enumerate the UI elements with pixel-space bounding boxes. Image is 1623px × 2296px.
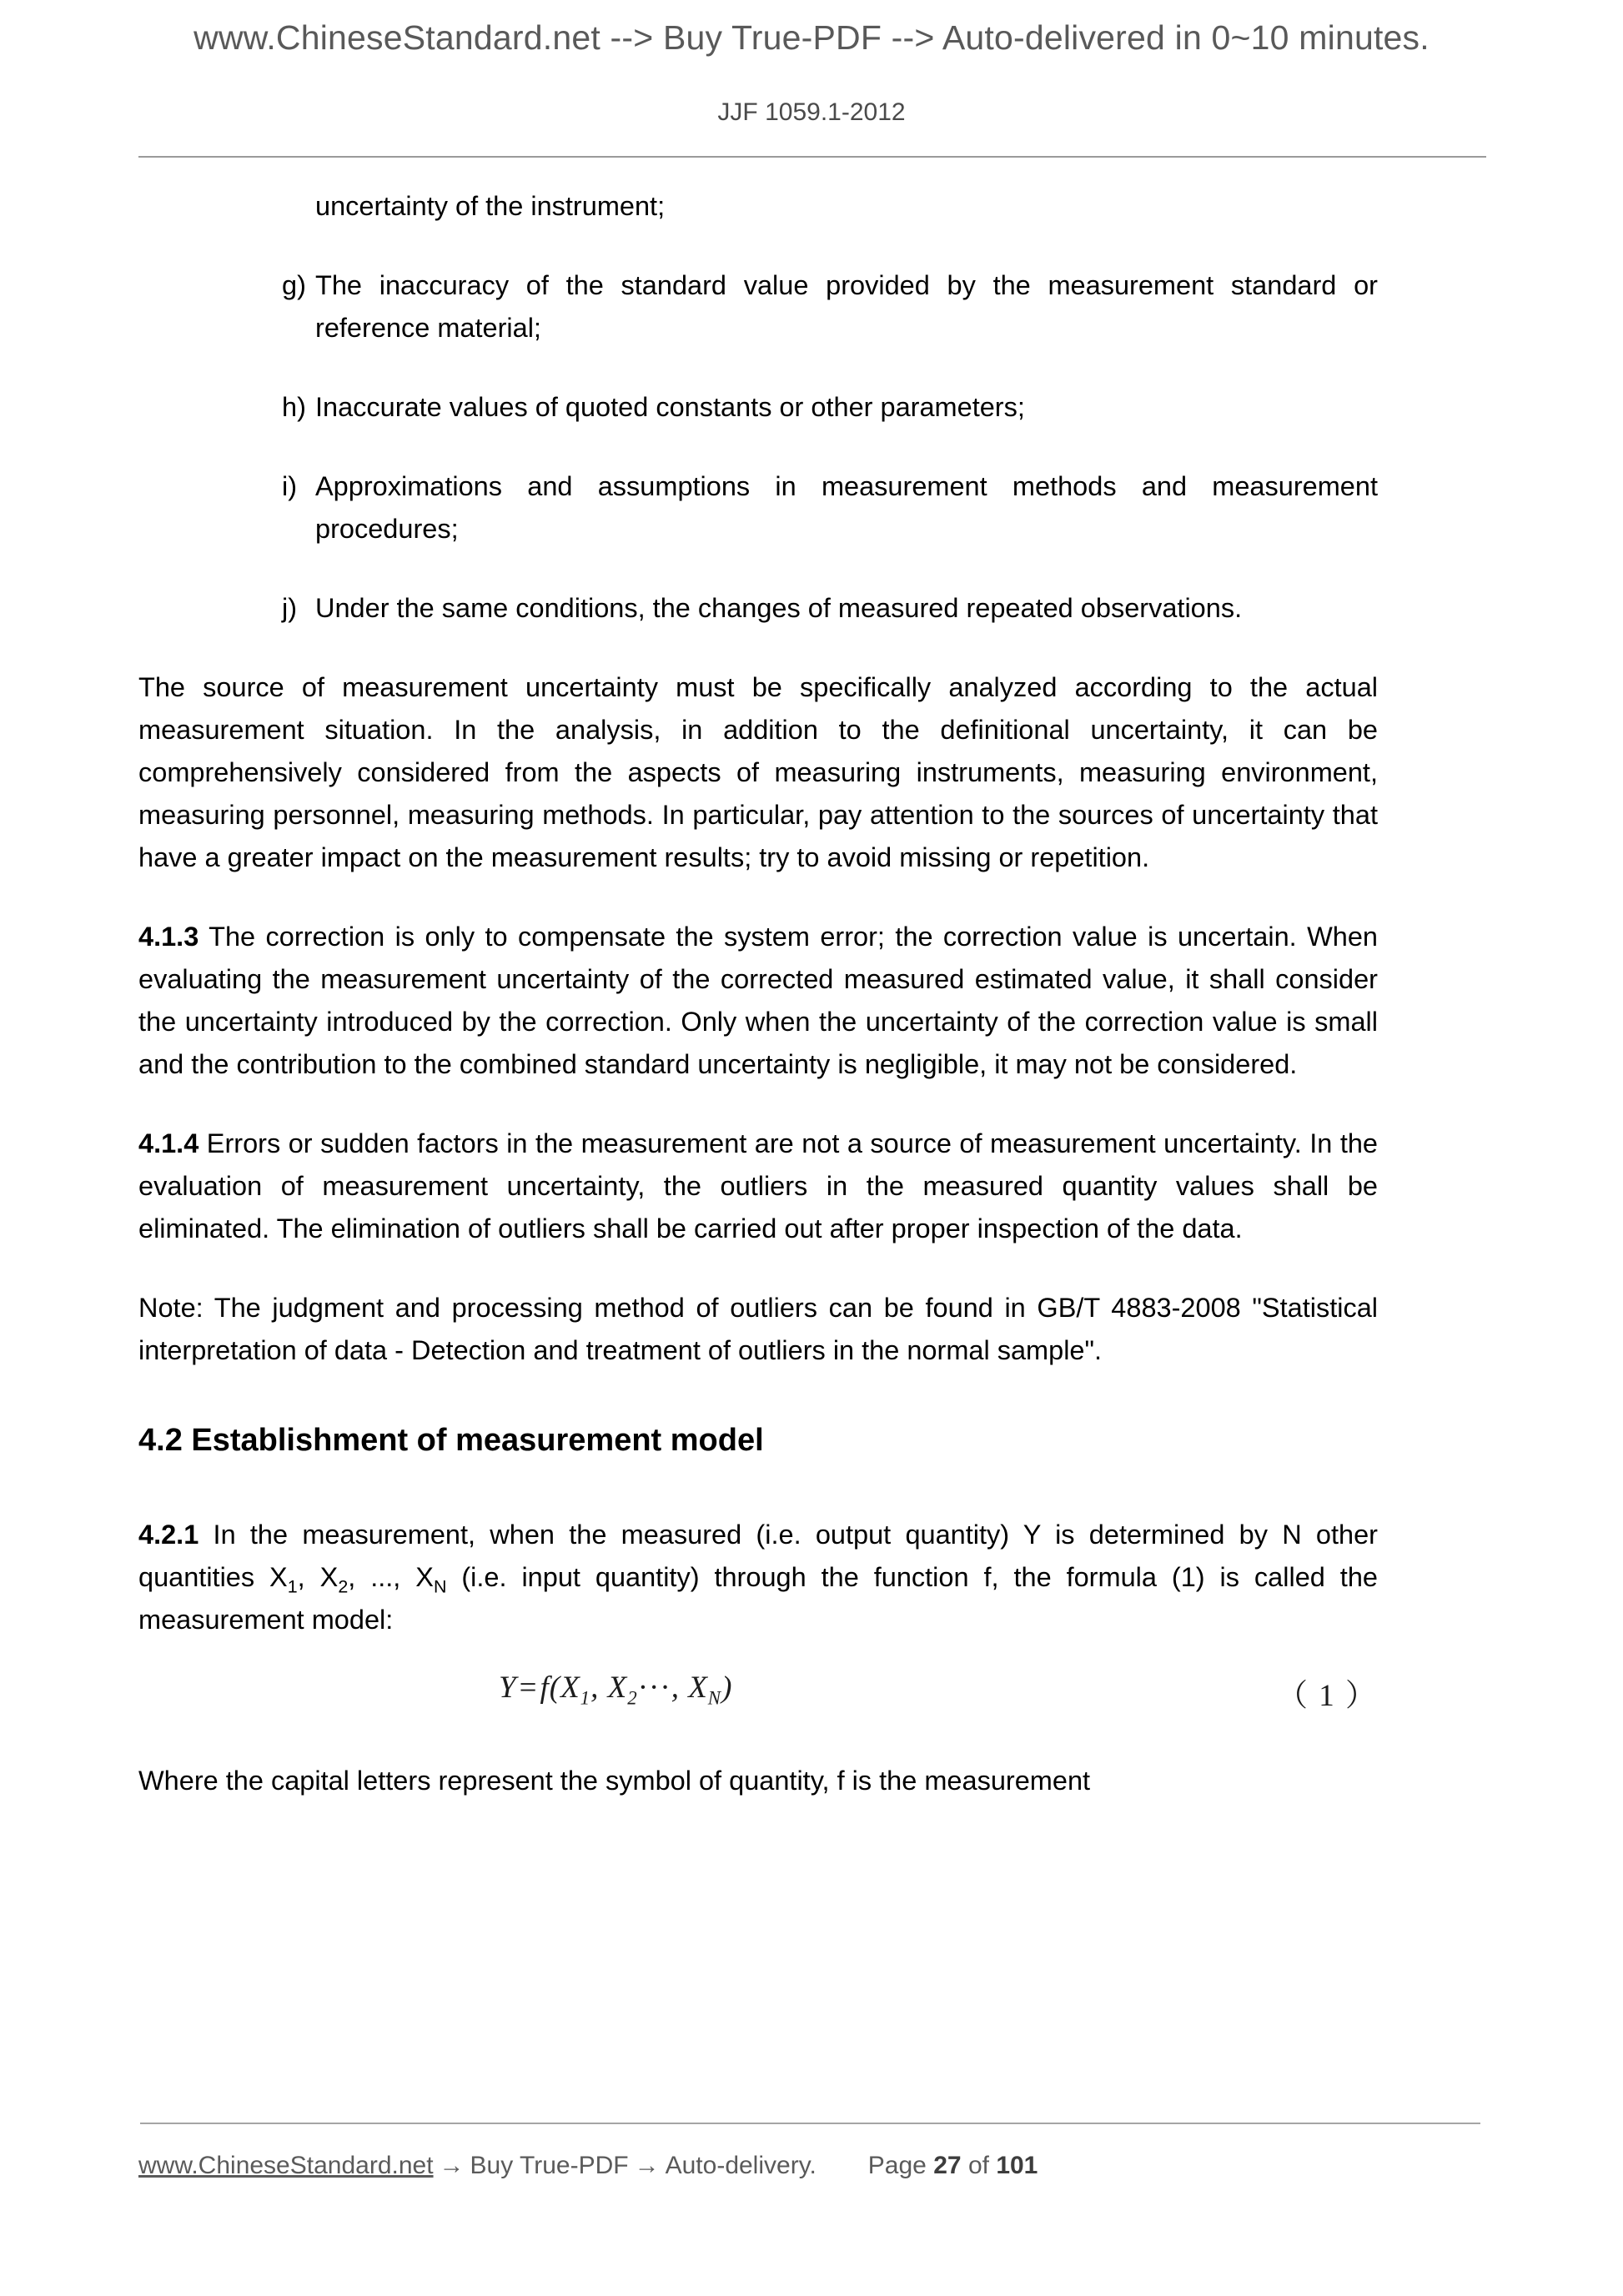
- list-item: [138, 465, 1378, 550]
- footer-delivery-label: Auto-delivery.: [665, 2152, 817, 2179]
- formula-close-paren: ): [721, 1671, 733, 1705]
- heading-block: [138, 1419, 1378, 1462]
- formula-var-n: X: [688, 1671, 708, 1705]
- measurement-model-formula: [499, 1670, 733, 1709]
- footer-divider: [140, 2123, 1480, 2124]
- section-text-4-2-1-c: , ..., X: [348, 1562, 434, 1592]
- formula-row: [138, 1663, 1378, 1740]
- formula-ellipsis: ···: [637, 1671, 671, 1705]
- footer-buy-label: Buy True-PDF: [470, 2152, 629, 2179]
- list-text-h: Inaccurate values of quoted constants or other parameters;: [315, 392, 1025, 422]
- paragraph-where: Where the capital letters represent the symbol of quantity, f is the measurement: [138, 1766, 1091, 1796]
- formula-function: f: [540, 1671, 550, 1705]
- arrow-right-icon: →: [634, 2152, 660, 2179]
- page-footer: [138, 2152, 1486, 2180]
- list-marker-i: i): [282, 471, 298, 501]
- list-marker-h: h): [282, 392, 306, 422]
- formula-var-1-sub: 1: [580, 1687, 591, 1709]
- subscript-1: 1: [287, 1576, 298, 1597]
- list-marker-g: g): [282, 270, 306, 300]
- footer-site-link[interactable]: www.ChineseStandard.net: [138, 2152, 434, 2179]
- list-item: [138, 386, 1378, 429]
- footer-page-label: Page: [867, 2152, 927, 2179]
- formula-equals: =: [519, 1671, 538, 1705]
- paragraph-4-1-4: [138, 1123, 1378, 1250]
- section-number-4-2-1: 4.2.1: [138, 1520, 199, 1550]
- page-heading-4-2: 4.2 Establishment of measurement model: [138, 1423, 764, 1458]
- subscript-n: N: [433, 1576, 447, 1597]
- list-text-j: Under the same conditions, the changes of measured repeated observations.: [315, 593, 1243, 623]
- formula-open-paren: (: [549, 1671, 561, 1705]
- section-text-4-1-4: Errors or sudden factors in the measurement are not a source of measurement uncertainty. In the evaluation of measurement uncertainty, the outliers in the measured quantity values shall be eliminated. The elimination of outliers shall be carried out after proper inspection of the data.: [138, 1128, 1378, 1243]
- subscript-2: 2: [338, 1576, 349, 1597]
- formula-var-2-sub: 2: [627, 1687, 638, 1709]
- section-text-4-1-3: The correction is only to compensate the system error; the correction value is uncertain. When evaluating the measurement uncertainty of the corrected measured estimated value, it shall consider the uncertainty introduced by the correction. Only when the uncertainty of the correction value is small and the contribution to the combined standard uncertainty is negligible, it may not be considered.: [138, 922, 1378, 1079]
- footer-of-label: of: [967, 2152, 989, 2179]
- formula-comma-1: ,: [590, 1671, 600, 1705]
- watermark-banner: www.ChineseStandard.net --> Buy True-PDF --> Auto-delivered in 0~10 minutes.: [193, 18, 1430, 57]
- section-number-4-1-4: 4.1.4: [138, 1128, 199, 1158]
- footer-page-number: 27: [933, 2152, 962, 2179]
- list-text-g: The inaccuracy of the standard value provided by the measurement standard or reference material;: [315, 270, 1378, 343]
- formula-comma-2: ,: [671, 1671, 680, 1705]
- paragraph-uncertainty-sources: The source of measurement uncertainty must be specifically analyzed according to the actual measurement situation. In the analysis, in addition to the definitional uncertainty, it can be comprehensively considered from the aspects of measuring instruments, measuring environment, measuring personnel, measuring methods. In particular, pay attention to the sources of uncertainty that have a greater impact on the measurement results; try to avoid missing or repetition.: [138, 672, 1378, 872]
- section-text-4-2-1-b: , X: [297, 1562, 339, 1592]
- formula-var-n-sub: N: [707, 1687, 722, 1709]
- section-number-4-1-3: 4.1.3: [138, 922, 199, 952]
- continuation-line: uncertainty of the instrument;: [315, 191, 666, 221]
- paragraph-4-1-3: [138, 916, 1378, 1086]
- list-item: [138, 264, 1378, 349]
- list-marker-j: j): [282, 593, 298, 623]
- formula-lhs: Y: [499, 1671, 517, 1705]
- footer-total-pages: 101: [996, 2152, 1038, 2179]
- formula-var-2: X: [607, 1671, 628, 1705]
- paragraph-note: Note: The judgment and processing method of outliers can be found in GB/T 4883-2008 "Statistical interpretation of data - Detection and treatment of outliers in the normal sample".: [138, 1293, 1378, 1365]
- formula-number: （ 1 ）: [1277, 1679, 1378, 1713]
- list-item: [138, 587, 1378, 630]
- page-content: [138, 185, 1378, 1802]
- section-text-4-2-1-d: (i.e. input quantity) through the function f, the formula (1) is called the measurement model:: [138, 1562, 1378, 1635]
- header-divider: [138, 156, 1486, 158]
- arrow-right-icon: →: [439, 2152, 465, 2179]
- section-text-4-2-1-a: In the measurement, when the measured (i.e. output quantity) Y is determined by N other quantities X: [138, 1520, 1378, 1592]
- document-code: JJF 1059.1-2012: [717, 98, 906, 126]
- paragraph-4-2-1: [138, 1514, 1378, 1641]
- formula-var-1: X: [560, 1671, 580, 1705]
- list-text-i: Approximations and assumptions in measurement methods and measurement procedures;: [315, 471, 1378, 544]
